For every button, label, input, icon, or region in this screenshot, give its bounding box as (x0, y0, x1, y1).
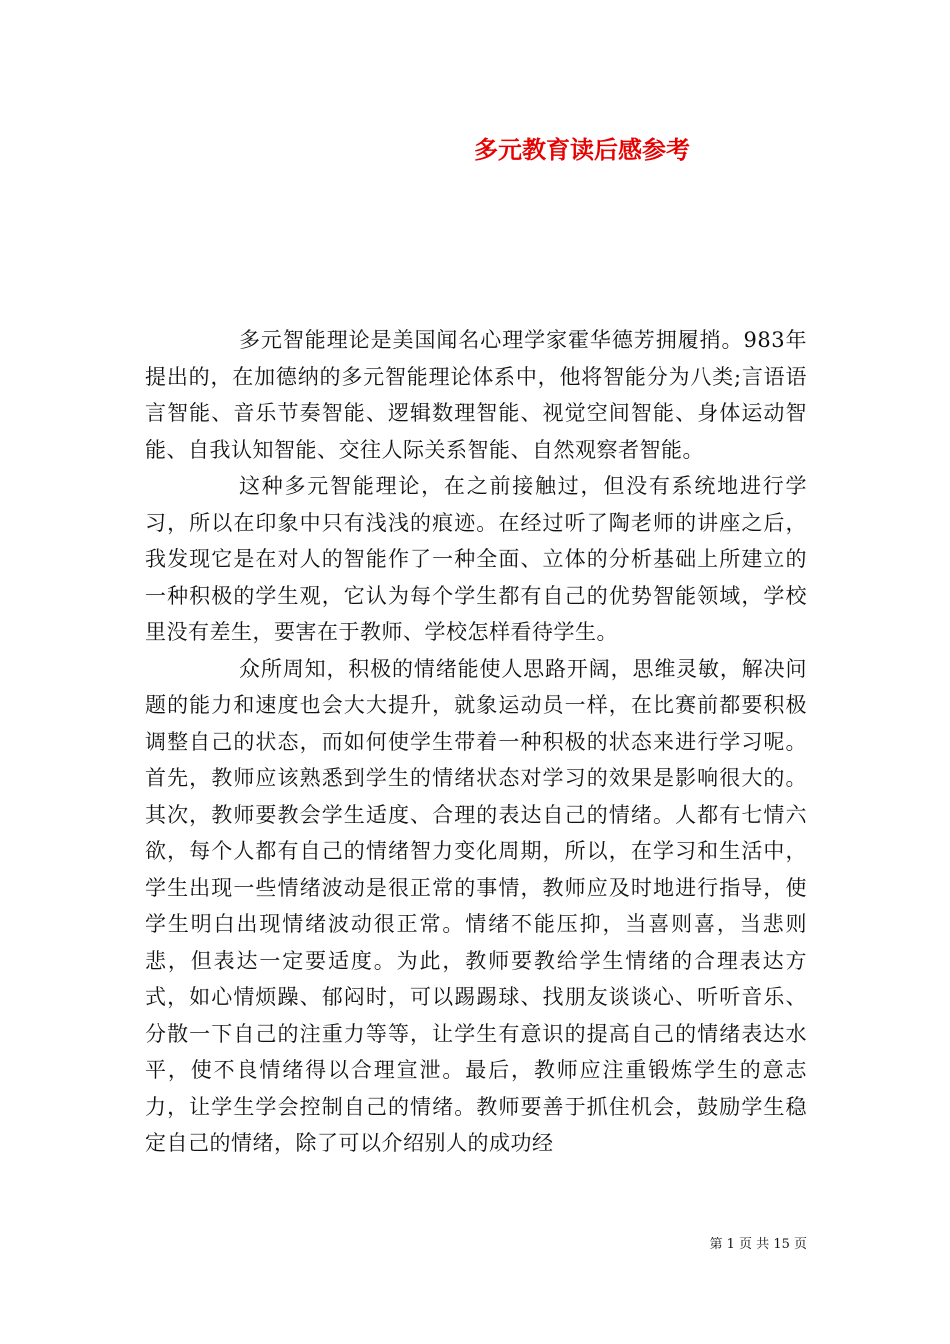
document-body (145, 322, 807, 1162)
paragraph-1: 多元智能理论是美国闻名心理学家霍华德芳拥履捎。983年提出的，在加德纳的多元智能理论体系中，他将智能分为八类;言语语言智能、音乐节奏智能、逻辑数理智能、视觉空间智能、身体运动智能、自我认知智能、交往人际关系智能、自然观察者智能。 (145, 328, 807, 462)
document-title: 多元教育读后感参考 (474, 135, 690, 164)
paragraph-3: 众所周知，积极的情绪能使人思路开阔，思维灵敏，解决问题的能力和速度也会大大提升，就象运动员一样，在比赛前都要积极调整自己的状态，而如何使学生带着一种积极的状态来进行学习呢。首先，教师应该熟悉到学生的情绪状态对学习的效果是影响很大的。其次，教师要教会学生适度、合理的表达自己的情绪。人都有七情六欲，每个人都有自己的情绪智力变化周期，所以，在学习和生活中，学生出现一些情绪波动是很正常的事情，教师应及时地进行指导，使学生明白出现情绪波动很正常。情绪不能压抑，当喜则喜，当悲则悲，但表达一定要适度。为此，教师要教给学生情绪的合理表达方式，如心情烦躁、郁闷时，可以踢踢球、找朋友谈谈心、听听音乐、分散一下自己的注重力等等，让学生有意识的提高自己的情绪表达水平，使不良情绪得以合理宣泄。最后，教师应注重锻炼学生的意志力，让学生学会控制自己的情绪。教师要善于抓住机会，鼓励学生稳定自己的情绪，除了可以介绍别人的成功经 (145, 656, 807, 1155)
paragraph-2: 这种多元智能理论，在之前接触过，但没有系统地进行学习，所以在印象中只有浅浅的痕迹。在经过听了陶老师的讲座之后，我发现它是在对人的智能作了一种全面、立体的分析基础上所建立的一种积极的学生观，它认为每个学生都有自己的优势智能领域，学校里没有差生，要害在于教师、学校怎样看待学生。 (145, 474, 807, 644)
page-number-footer: 第 1 页 共 15 页 (709, 1237, 807, 1252)
